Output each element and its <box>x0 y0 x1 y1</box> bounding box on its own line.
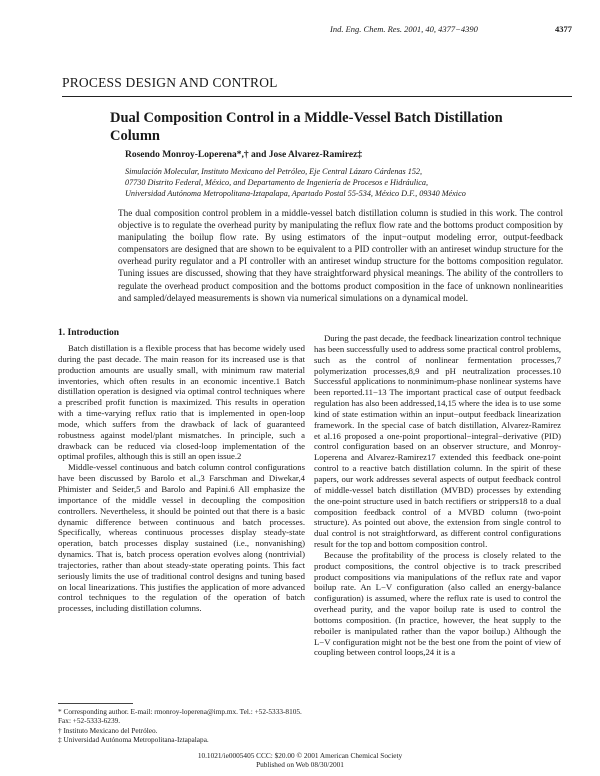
paragraph: During the past decade, the feedback linearization control technique has been successfully used to address some practical control problems, such as the control of nonlinear fermentation processes,7 polymerization processes,8,9 and pH neutralization processes.10 Successful applications to nonminimum-phase nonlinear systems have been reported.11−13 The important practical case of output feedback regulation has also been addressed,14,15 where the idea is to use some kind of state estimation within an input−output feedback linearization framework. In the special case of batch distillation, Alvarez-Ramirez et al.16 proposed a one-point proportional−integral−derivative (PID) control configuration based on an observer structure, and Monroy-Loperena and Alvarez-Ramirez17 extended this feedback one-point control to a reactive batch distillation column. In the spirit of these papers, our work addresses several aspects of output feedback control of middle-vessel batch distillation (MVBD) processes by extending the one-point structure used in batch rectifiers or strippers18 to a dual composition feedback control of a MVBD column (two-point structure). As pointed out above, the extension from single control to dual control is not straightforward, as different control configurations result for the top and bottom composition control. <box>314 333 561 550</box>
affiliation-line-3: Universidad Autónoma Metropolitana-Iztapalapa, Apartado Postal 55-534, México D.F., 09340 México <box>125 189 466 198</box>
footnote-affiliation-1: † Instituto Mexicano del Petróleo. <box>58 726 158 735</box>
affiliation-line-1: Simulación Molecular, Instituto Mexicano del Petróleo, Eje Central Lázaro Cárdenas 152, <box>125 167 423 176</box>
section-rule <box>62 96 572 97</box>
doi-copyright-line: 10.1021/ie0005405 CCC: $20.00 © 2001 American Chemical Society <box>197 751 403 760</box>
abstract: The dual composition control problem in a middle-vessel batch distillation column is studied in this work. The control objective is to regulate the overhead purity by manipulating the reflux flow rate and the bottoms product composition by manipulating the boilup flow rate. By using estimators of the input−output modeling error, output-feedback compensators are designed that are shown to be equivalent to a PID controller with an antireset windup structure for the overhead purity regulator and a PI controller with an antireset windup structure for the bottoms composition regulator. Tuning issues are discussed, showing that they have straightforward physical meanings. The ability of the controllers to regulate the overhead product composition and the bottoms product composition in the face of unknown nonlinearities and sampled/delayed measurements is shown via numerical simulations on a dynamical model. <box>118 208 563 303</box>
footnote-rule <box>58 703 133 704</box>
footnote-corresponding: * Corresponding author. E-mail: rmonroy-loperena@imp.mx. Tel.: +52-5333-8105. Fax: +52-5333-6239. <box>58 707 302 725</box>
introduction-heading: 1. Introduction <box>58 328 120 338</box>
page-number: 4377 <box>555 24 572 34</box>
right-column <box>314 333 561 658</box>
authors: Rosendo Monroy-Loperena*,† and Jose Alvarez-Ramirez‡ <box>125 150 363 160</box>
running-header-journal: Ind. Eng. Chem. Res. 2001, 40, 4377−4390 <box>330 24 478 34</box>
paragraph: Middle-vessel continuous and batch column control configurations have been discussed by Barolo et al.,3 Farschman and Diwekar,4 Phimister and Seider,5 and Barolo and Papini.6 All emphasize the importance of the middle vessel in decoupling the composition controllers. Nevertheless, it should be pointed out that there is a basic dynamic difference between continuous and batch processes. Specifically, whereas continuous processes display steady-state operation, batch processes display sustained (i.e., nonvanishing) dynamics. That is, batch process operation evolves along (nontrivial) trajectories, rather than about steady-state operating points. This fact seriously limits the use of traditional control designs and tuning based on local linearizations. This justifies the application of more advanced control techniques to the regulation of the operation of batch processes, including distillation columns. <box>58 462 305 614</box>
paragraph: Because the profitability of the process is closely related to the product compositions, the control objective is to track prescribed product compositions via manipulations of the reflux rate and vapor boilup rate. An L−V configuration (also called an energy-balance configuration) is assumed, where the reflux rate is used to control the overhead purity, and the vapor boilup rate is used to control the bottoms composition. (In practice, however, the heat supply to the reboiler is manipulated rather than the vapor boilup.) Although the L−V configuration might not be the best one from the point of view of coupling between control loops,24 it is a <box>314 549 561 658</box>
left-column <box>58 343 305 614</box>
publication-date-line: Published on Web 08/30/2001 <box>256 760 344 769</box>
footnote-affiliation-2: ‡ Universidad Autónoma Metropolitana-Iztapalapa. <box>58 735 209 744</box>
article-title: Dual Composition Control in a Middle-Vessel Batch Distillation Column <box>110 110 503 144</box>
section-heading: PROCESS DESIGN AND CONTROL <box>62 75 278 90</box>
affiliation-line-2: 07730 Distrito Federal, México, and Departamento de Ingeniería de Procesos e Hidráulica, <box>125 178 429 187</box>
paragraph: Batch distillation is a flexible process that has become widely used during the past decade. The main reason for its increased use is that production amounts are usually small, with minimum raw material inventories, which often results in an economic incentive.1 Batch distillation operation is designed via optimal control techniques where a prescribed profit function is maximized. This results in operation with a time-varying reflux ratio that is implemented in open-loop mode, which suffers from the drawback of lack of guaranteed robustness against model/plant mismatches. In principle, such a drawback can be reduced via closed-loop implementation of the optimal profiles, although this is still an open issue.2 <box>58 343 305 462</box>
